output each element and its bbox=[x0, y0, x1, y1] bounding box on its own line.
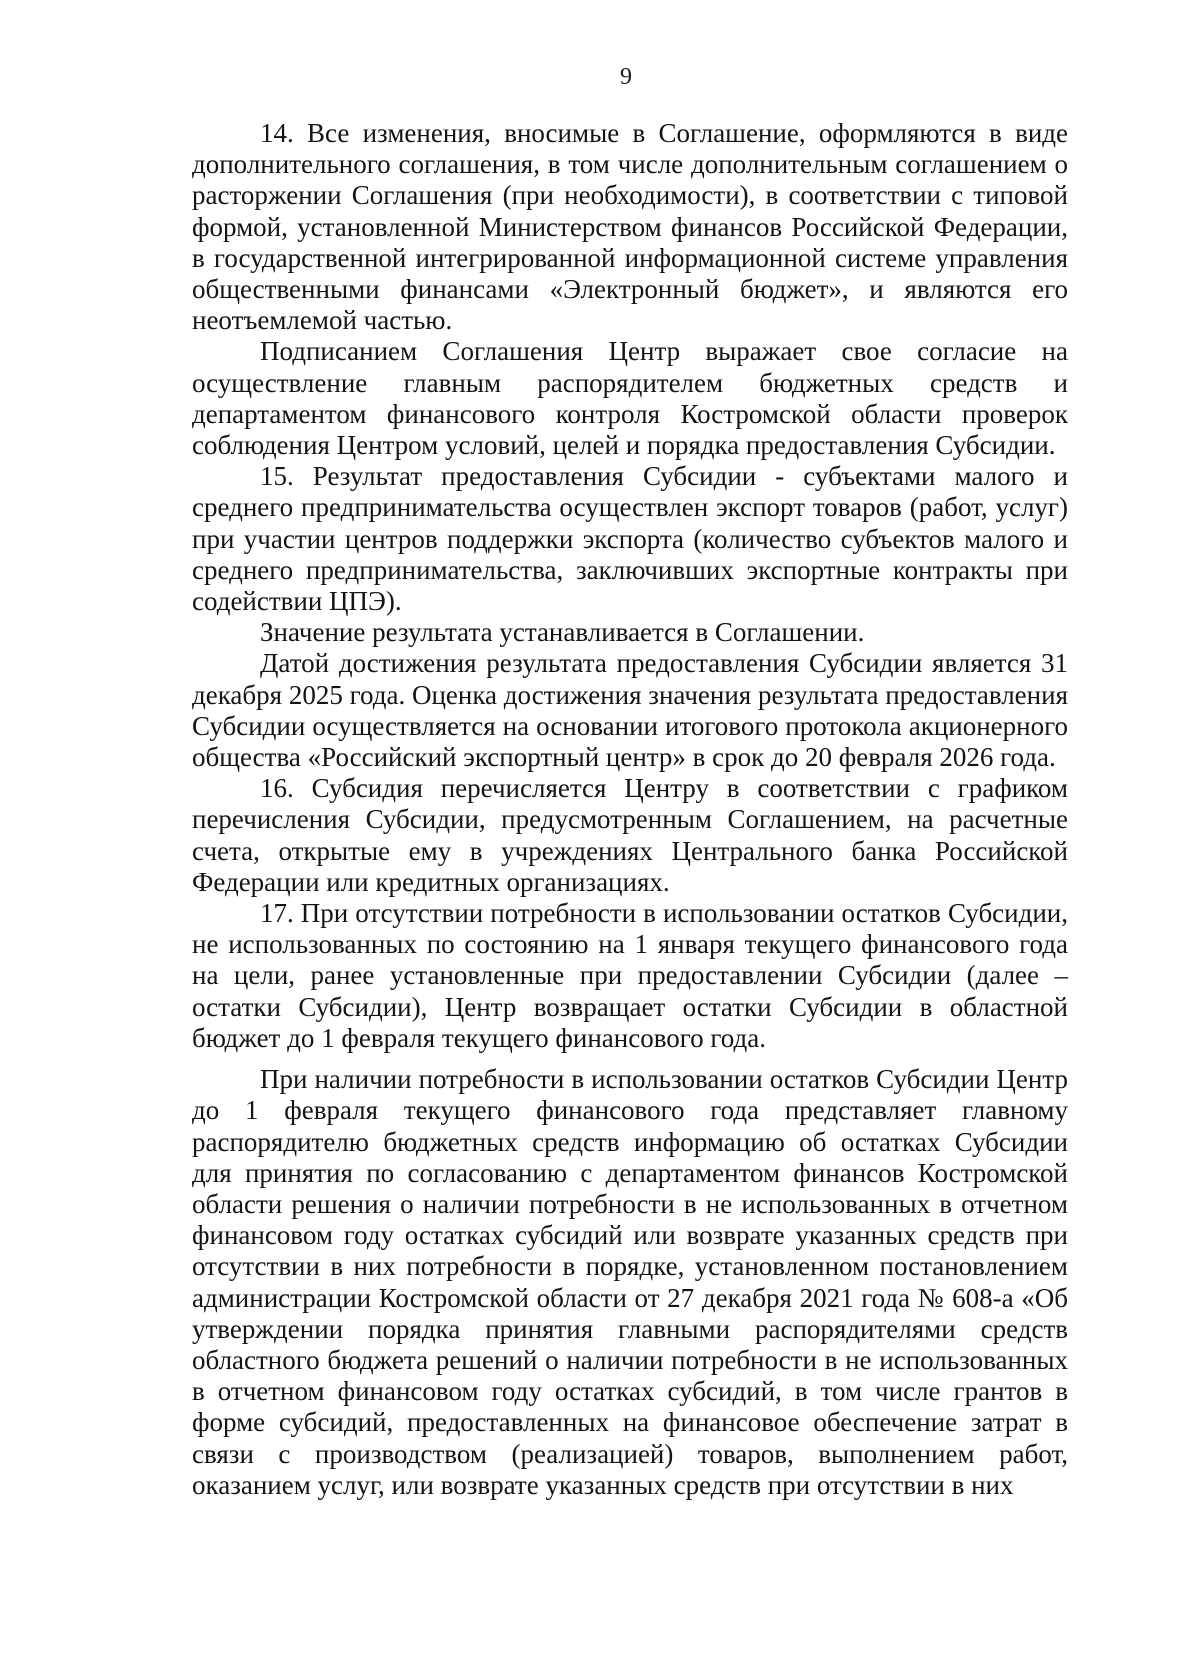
paragraph-achievement-date: Датой достижения результата предоставления Субсидии является 31 декабря 2025 года. Оценка достижения значения результата предоставления Субсидии осуществляется на основании итогового протокола акционерного общества «Российский экспортный центр» в срок до 20 февраля 2026 года. bbox=[192, 648, 1068, 773]
paragraph-16: 16. Субсидия перечисляется Центру в соответствии с графиком перечисления Субсидии, предусмотренным Соглашением, на расчетные счета, открытые ему в учреждениях Центрального банка Российской Федерации или кредитных организациях. bbox=[192, 773, 1068, 897]
document-body bbox=[192, 118, 1068, 1501]
paragraph-remaining-funds: При наличии потребности в использовании остатков Субсидии Центр до 1 февраля текущего финансового года представляет главному распорядителю бюджетных средств информацию об остатках Субсидии для принятия по согласованию с департаментом финансов Костромской области решения о наличии потребности в не использованных в отчетном финансовом году остатках субсидий или возврате указанных средств при отсутствии в них потребности в порядке, установленном постановлением администрации Костромской области от 27 декабря 2021 года № 608-а «Об утверждении порядка принятия главными распорядителями средств областного бюджета решений о наличии потребности в не использованных в отчетном финансовом году остатках субсидий, в том числе грантов в форме субсидий, предоставленных на финансовое обеспечение затрат в связи с производством (реализацией) товаров, выполнением работ, оказанием услуг, или возврате указанных средств при отсутствии в них bbox=[192, 1064, 1068, 1500]
paragraph-17: 17. При отсутствии потребности в использовании остатков Субсидии, не использованных по состоянию на 1 января текущего финансового года на цели, ранее установленные при предоставлении Субсидии (далее – остатки Субсидии), Центр возвращает остатки Субсидии в областной бюджет до 1 февраля текущего финансового года. bbox=[192, 898, 1068, 1053]
paragraph-signing-consent: Подписанием Соглашения Центр выражает свое согласие на осуществление главным распорядителем бюджетных средств и департаментом финансового контроля Костромской области проверок соблюдения Центром условий, целей и порядка предоставления Субсидии. bbox=[192, 336, 1068, 461]
paragraph-14: 14. Все изменения, вносимые в Соглашение, оформляются в виде дополнительного соглашения, в том числе дополнительным соглашением о расторжении Соглашения (при необходимости), в соответствии с типовой формой, установленной Министерством финансов Российской Федерации, в государственной интегрированной информационной системе управления общественными финансами «Электронный бюджет», и являются его неотъемлемой частью. bbox=[192, 118, 1068, 336]
paragraph-result-value: Значение результата устанавливается в Соглашении. bbox=[260, 617, 865, 648]
page-number: 9 bbox=[620, 64, 632, 90]
paragraph-15: 15. Результат предоставления Субсидии - субъектами малого и среднего предпринимательства осуществлен экспорт товаров (работ, услуг) при участии центров поддержки экспорта (количество субъектов малого и среднего предпринимательства, заключивших экспортные контракты при содействии ЦПЭ). bbox=[192, 461, 1068, 617]
